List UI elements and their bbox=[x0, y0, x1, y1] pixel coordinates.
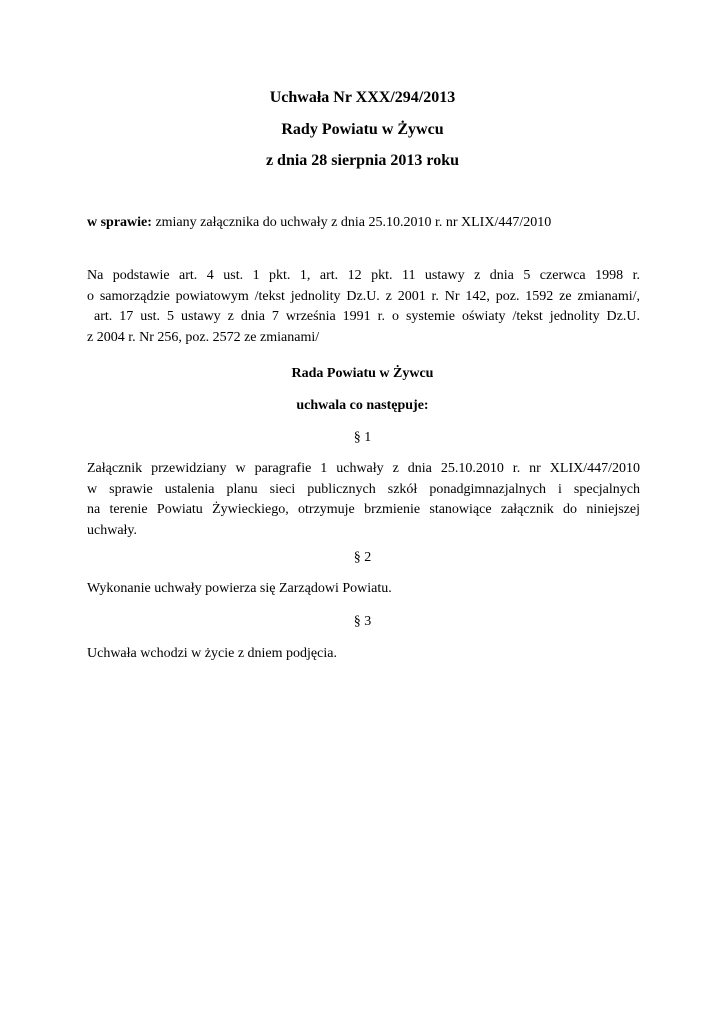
section-3-text bbox=[87, 644, 640, 665]
section-symbol-1: § 1 bbox=[353, 430, 372, 445]
legal-basis-line: Na podstawie art. 4 ust. 1 pkt. 1, art. 12 pkt. 11 ustawy z dnia 5 czerwca 1998 r. bbox=[87, 268, 640, 283]
subject-line bbox=[87, 214, 647, 232]
section-1-line: w sprawie ustalenia planu sieci publicznych szkół ponadgimnazjalnych i specjalnych bbox=[87, 481, 640, 497]
section-3-line: Uchwała wchodzi w życie z dniem podjęcia. bbox=[87, 646, 337, 661]
legal-basis-line: o samorządzie powiatowym /tekst jednolity Dz.U. z 2001 r. Nr 142, poz. 1592 ze zmianami/, bbox=[87, 288, 640, 304]
section-symbol-2: § 2 bbox=[353, 550, 372, 565]
subject-label: w sprawie: bbox=[87, 215, 152, 230]
resolution-date: z dnia 28 sierpnia 2013 roku bbox=[265, 152, 460, 169]
section-1-line: Załącznik przewidziany w paragrafie 1 uchwały z dnia 25.10.2010 r. nr XLIX/447/2010 bbox=[87, 461, 640, 476]
legal-basis-line: art. 17 ust. 5 ustawy z dnia 7 września 1991 r. o systemie oświaty /tekst jednolity Dz.U. bbox=[87, 309, 640, 324]
section-2-text bbox=[87, 579, 640, 600]
section-1-line: uchwały. bbox=[87, 522, 138, 538]
section-symbol-3: § 3 bbox=[353, 614, 372, 629]
resolves-phrase: uchwala co następuje: bbox=[296, 398, 429, 413]
section-1-text bbox=[87, 459, 640, 541]
section-2-line: Wykonanie uchwały powierza się Zarządowi Powiatu. bbox=[87, 581, 392, 596]
resolution-number: Uchwała Nr XXX/294/2013 bbox=[269, 89, 456, 106]
council-name: Rady Powiatu w Żywcu bbox=[281, 121, 444, 138]
legal-basis-paragraph bbox=[87, 266, 640, 348]
section-1-line: na terenie Powiatu Żywieckiego, otrzymuje brzmienie stanowiące załącznik do niniejszej bbox=[87, 502, 640, 517]
subject-text: zmiany załącznika do uchwały z dnia 25.10.2010 r. nr XLIX/447/2010 bbox=[151, 215, 552, 230]
legal-basis-line: z 2004 r. Nr 256, poz. 2572 ze zmianami/ bbox=[87, 329, 320, 345]
resolving-body: Rada Powiatu w Żywcu bbox=[291, 366, 434, 381]
